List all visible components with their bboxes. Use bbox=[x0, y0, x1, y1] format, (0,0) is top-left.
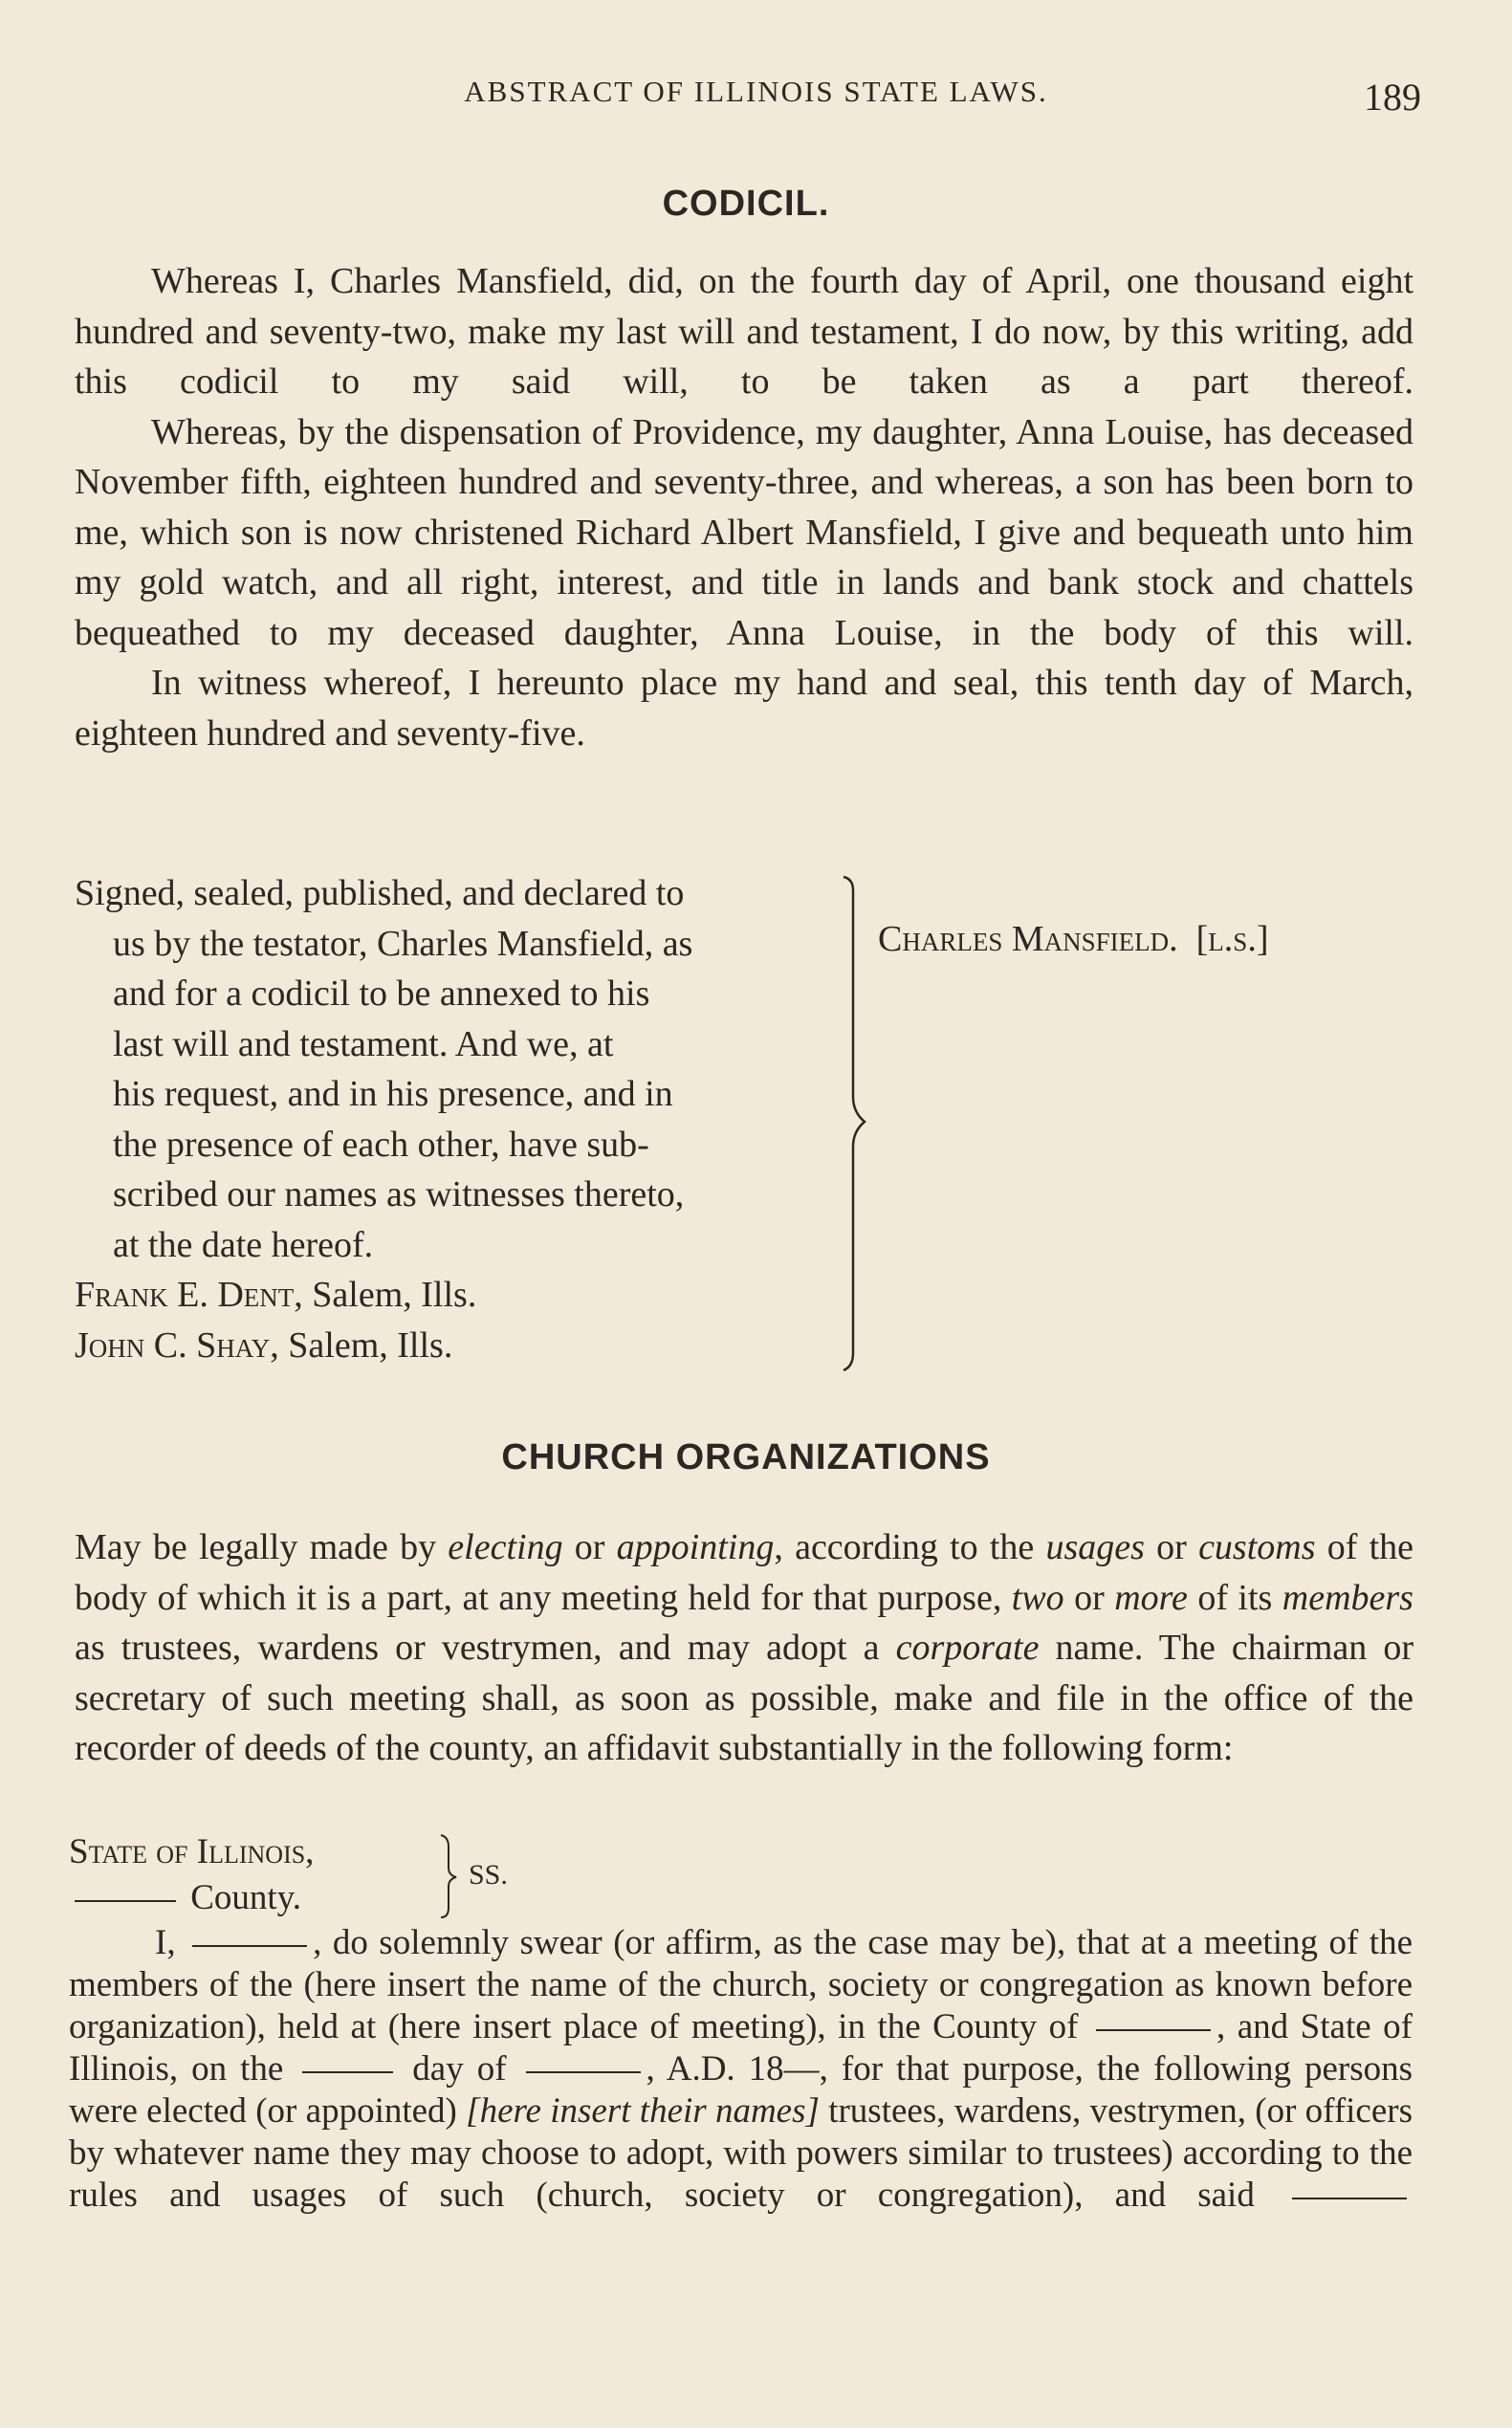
codicil-heading: CODICIL. bbox=[662, 184, 830, 224]
codicil-paragraph-1: Whereas I, Charles Mansfield, did, on the fourth day of April, one thousand eight hundred and seventy-two, make my last will and testament, I do now, by this writing, add this codicil to my said will, to be taken as a part thereof. bbox=[75, 261, 1413, 402]
paragraph-text: or bbox=[562, 1527, 617, 1567]
witness-1 bbox=[75, 1270, 840, 1321]
venue-brace bbox=[437, 1833, 460, 1919]
seal-mark: [l.s.] bbox=[1195, 919, 1269, 959]
page-number: 189 bbox=[1364, 76, 1421, 119]
paragraph-text: or bbox=[1144, 1527, 1199, 1567]
affidavit-part-5: , A.D. 18—, for that purpose, the following persons were elected (or appointed) bbox=[69, 2049, 1413, 2131]
paragraph-text: , according to the bbox=[774, 1527, 1046, 1567]
county-blank bbox=[75, 1900, 176, 1902]
state-label: State of Illinois, bbox=[69, 1832, 315, 1871]
emphasized-term: electing bbox=[448, 1527, 563, 1567]
witness-2-name: John C. Shay bbox=[75, 1324, 271, 1366]
testator-signature bbox=[878, 918, 1268, 960]
emphasized-term: customs bbox=[1198, 1527, 1316, 1567]
emphasized-term: corporate bbox=[895, 1628, 1040, 1668]
attestation-line: the presence of each other, have sub- bbox=[113, 1124, 649, 1165]
affidavit-part-4: day of bbox=[412, 2049, 507, 2089]
attestation-line: us by the testator, Charles Mansfield, as bbox=[113, 923, 693, 964]
paragraph-text: as trustees, wardens or vestrymen, and may adopt a bbox=[75, 1628, 896, 1668]
paragraph-text: or bbox=[1063, 1577, 1115, 1618]
codicil-body bbox=[75, 256, 1413, 758]
paragraph-text: of its bbox=[1187, 1577, 1282, 1618]
codicil-paragraph-3: In witness whereof, I hereunto place my hand and seal, this tenth day of March, eighteen hundred and seventy-five. bbox=[75, 663, 1413, 754]
witness-1-place: , Salem, Ills. bbox=[294, 1275, 477, 1315]
testator-name: Charles Mansfield. bbox=[878, 919, 1178, 959]
attestation-line: last will and testament. And we, at bbox=[113, 1023, 614, 1064]
paragraph-text: name. The chairman or secretary of such meeting shall, as soon as possible, make and file in the office of the recorder of deeds of the county, an affidavit substantially in the following form: bbox=[75, 1628, 1413, 1768]
emphasized-term: two bbox=[1011, 1577, 1064, 1618]
church-heading: CHURCH ORGANIZATIONS bbox=[501, 1437, 991, 1477]
church-body bbox=[75, 1522, 1413, 1774]
witness-2-place: , Salem, Ills. bbox=[270, 1324, 453, 1366]
emphasized-term: appointing bbox=[616, 1527, 775, 1567]
month-blank bbox=[526, 2071, 641, 2073]
emphasized-term: more bbox=[1114, 1577, 1188, 1618]
codicil-paragraph-2: Whereas, by the dispensation of Providence, my daughter, Anna Louise, has deceased November fifth, eighteen hundred and seventy-three, and whereas, a son has been born to me, which son is now christened Richard Albert Mansfield, I give and bequeath unto him my gold watch, and all right, interest, and title in lands and bank stock and chattels bequeathed to my deceased daughter, Anna Louise, in the body of this will. bbox=[75, 411, 1413, 653]
affidavit-part-3: , and State of Illinois, on the bbox=[69, 2007, 1413, 2089]
emphasized-term: usages bbox=[1045, 1527, 1145, 1567]
affidavit-opening: I, bbox=[155, 1923, 176, 1962]
affidavit-text bbox=[69, 1922, 1413, 2217]
emphasized-term: members bbox=[1282, 1577, 1413, 1618]
witness-1-name: Frank E. Dent bbox=[75, 1275, 295, 1315]
attestation-line: Signed, sealed, published, and declared to bbox=[75, 873, 685, 913]
attestation-line: at the date hereof. bbox=[113, 1224, 374, 1265]
paragraph-text: May be legally made by bbox=[75, 1527, 449, 1567]
running-head: ABSTRACT OF ILLINOIS STATE LAWS. bbox=[464, 75, 1048, 108]
attestation-line: scribed our names as witnesses thereto, bbox=[113, 1174, 685, 1214]
closing-blank bbox=[1292, 2198, 1407, 2199]
affidavit-insert-names: [here insert their names] bbox=[466, 2091, 820, 2131]
ss-mark: SS. bbox=[469, 1859, 508, 1891]
paragraph-text: of the body of which it is a part, at any meeting held for that purpose, bbox=[75, 1527, 1414, 1618]
attestation-line: his request, and in his presence, and in bbox=[113, 1074, 673, 1114]
name-blank bbox=[192, 1945, 307, 1947]
affidavit-part-7: trustees, wardens, vestrymen, (or officers by whatever name they may choose to adopt, with powers similar to trustees) according to the rules and usages of such (church, society or congregation), and said bbox=[69, 2091, 1413, 2215]
church-paragraph bbox=[75, 1522, 1413, 1774]
witness-2 bbox=[75, 1321, 840, 1371]
attestation-clause bbox=[75, 868, 840, 1370]
county-name-blank bbox=[1096, 2029, 1211, 2031]
attestation-line: and for a codicil to be annexed to his bbox=[113, 973, 650, 1014]
day-blank bbox=[302, 2071, 393, 2073]
affidavit-part-2: , do solemnly swear (or affirm, as the case may be), that at a meeting of the members of the (here insert the name of the church, society or congregation as known before organization), held at (here insert place of meeting), in the County of bbox=[69, 1923, 1413, 2046]
affidavit-form bbox=[69, 1922, 1413, 2217]
county-label: County. bbox=[190, 1878, 302, 1917]
